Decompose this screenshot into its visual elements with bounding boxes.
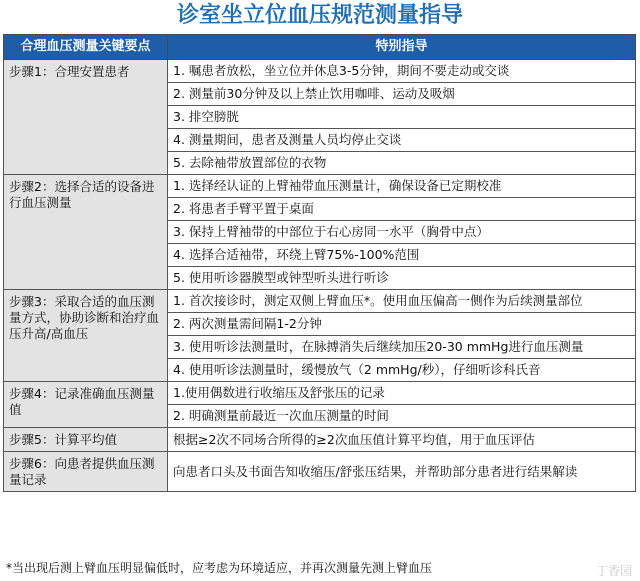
- step-4-item-2: 2. 明确测量前最近一次血压测量的时间: [168, 405, 636, 428]
- watermark-logo: 丁香园: [595, 564, 632, 578]
- footnote: *当出现后测上臂血压明显偏低时，应考虑为环境适应，并再次测量先测上臂血压: [6, 561, 433, 575]
- step-5-label: 步骤5：计算平均值: [4, 428, 168, 452]
- step-6-label: 步骤6：向患者提供血压测量记录: [4, 452, 168, 492]
- table-row: [4, 428, 636, 452]
- table-header-row: [4, 35, 636, 60]
- step-1-item-4: 4. 测量期间，患者及测量人员均停止交谈: [168, 129, 636, 152]
- step-3-label: 步骤3：采取合适的血压测量方式，协助诊断和治疗血压升高/高血压: [4, 290, 168, 382]
- step-2-item-3: 3. 保持上臂袖带的中部位于右心房同一水平（胸骨中点）: [168, 221, 636, 244]
- document-title: 诊室坐立位血压规范测量指导: [176, 3, 463, 28]
- table-row: [4, 60, 636, 83]
- step-1-item-1: 1. 嘱患者放松，坐立位并休息3-5分钟，期间不要走动或交谈: [168, 60, 636, 83]
- table-row: [4, 290, 636, 313]
- step-6-item-1: 向患者口头及书面告知收缩压/舒张压结果，并帮助部分患者进行结果解读: [168, 452, 636, 492]
- step-4-item-1: 1.使用偶数进行收缩压及舒张压的记录: [168, 382, 636, 405]
- step-3-item-4: 4. 使用听诊法测量时，缓慢放气（2 mmHg/秒），仔细听诊科氏音: [168, 359, 636, 382]
- header-special-guidance: 特别指导: [168, 35, 636, 60]
- table-row: [4, 382, 636, 405]
- step-1-label: 步骤1：合理安置患者: [4, 60, 168, 175]
- step-2-label: 步骤2：选择合适的设备进行血压测量: [4, 175, 168, 290]
- guide-table: [3, 34, 636, 492]
- step-4-label: 步骤4：记录准确血压测量值: [4, 382, 168, 428]
- step-5-item-1: 根据≥2次不同场合所得的≥2次血压值计算平均值，用于血压评估: [168, 428, 636, 452]
- table-row: [4, 175, 636, 198]
- step-2-item-5: 5. 使用听诊器膜型或钟型听头进行听诊: [168, 267, 636, 290]
- step-2-item-1: 1. 选择经认证的上臂袖带血压测量计，确保设备已定期校准: [168, 175, 636, 198]
- header-key-points: 合理血压测量关键要点: [4, 35, 168, 60]
- step-2-item-2: 2. 将患者手臂平置于桌面: [168, 198, 636, 221]
- step-3-item-2: 2. 两次测量需间隔1-2分钟: [168, 313, 636, 336]
- step-1-item-2: 2. 测量前30分钟及以上禁止饮用咖啡、运动及吸烟: [168, 83, 636, 106]
- step-3-item-1: 1. 首次接诊时，测定双侧上臂血压*。使用血压偏高一侧作为后续测量部位: [168, 290, 636, 313]
- table-row: [4, 452, 636, 492]
- step-1-item-3: 3. 排空膀胱: [168, 106, 636, 129]
- step-3-item-3: 3. 使用听诊法测量时，在脉搏消失后继续加压20-30 mmHg进行血压测量: [168, 336, 636, 359]
- step-1-item-5: 5. 去除袖带放置部位的衣物: [168, 152, 636, 175]
- step-2-item-4: 4. 选择合适袖带，环绕上臂75%-100%范围: [168, 244, 636, 267]
